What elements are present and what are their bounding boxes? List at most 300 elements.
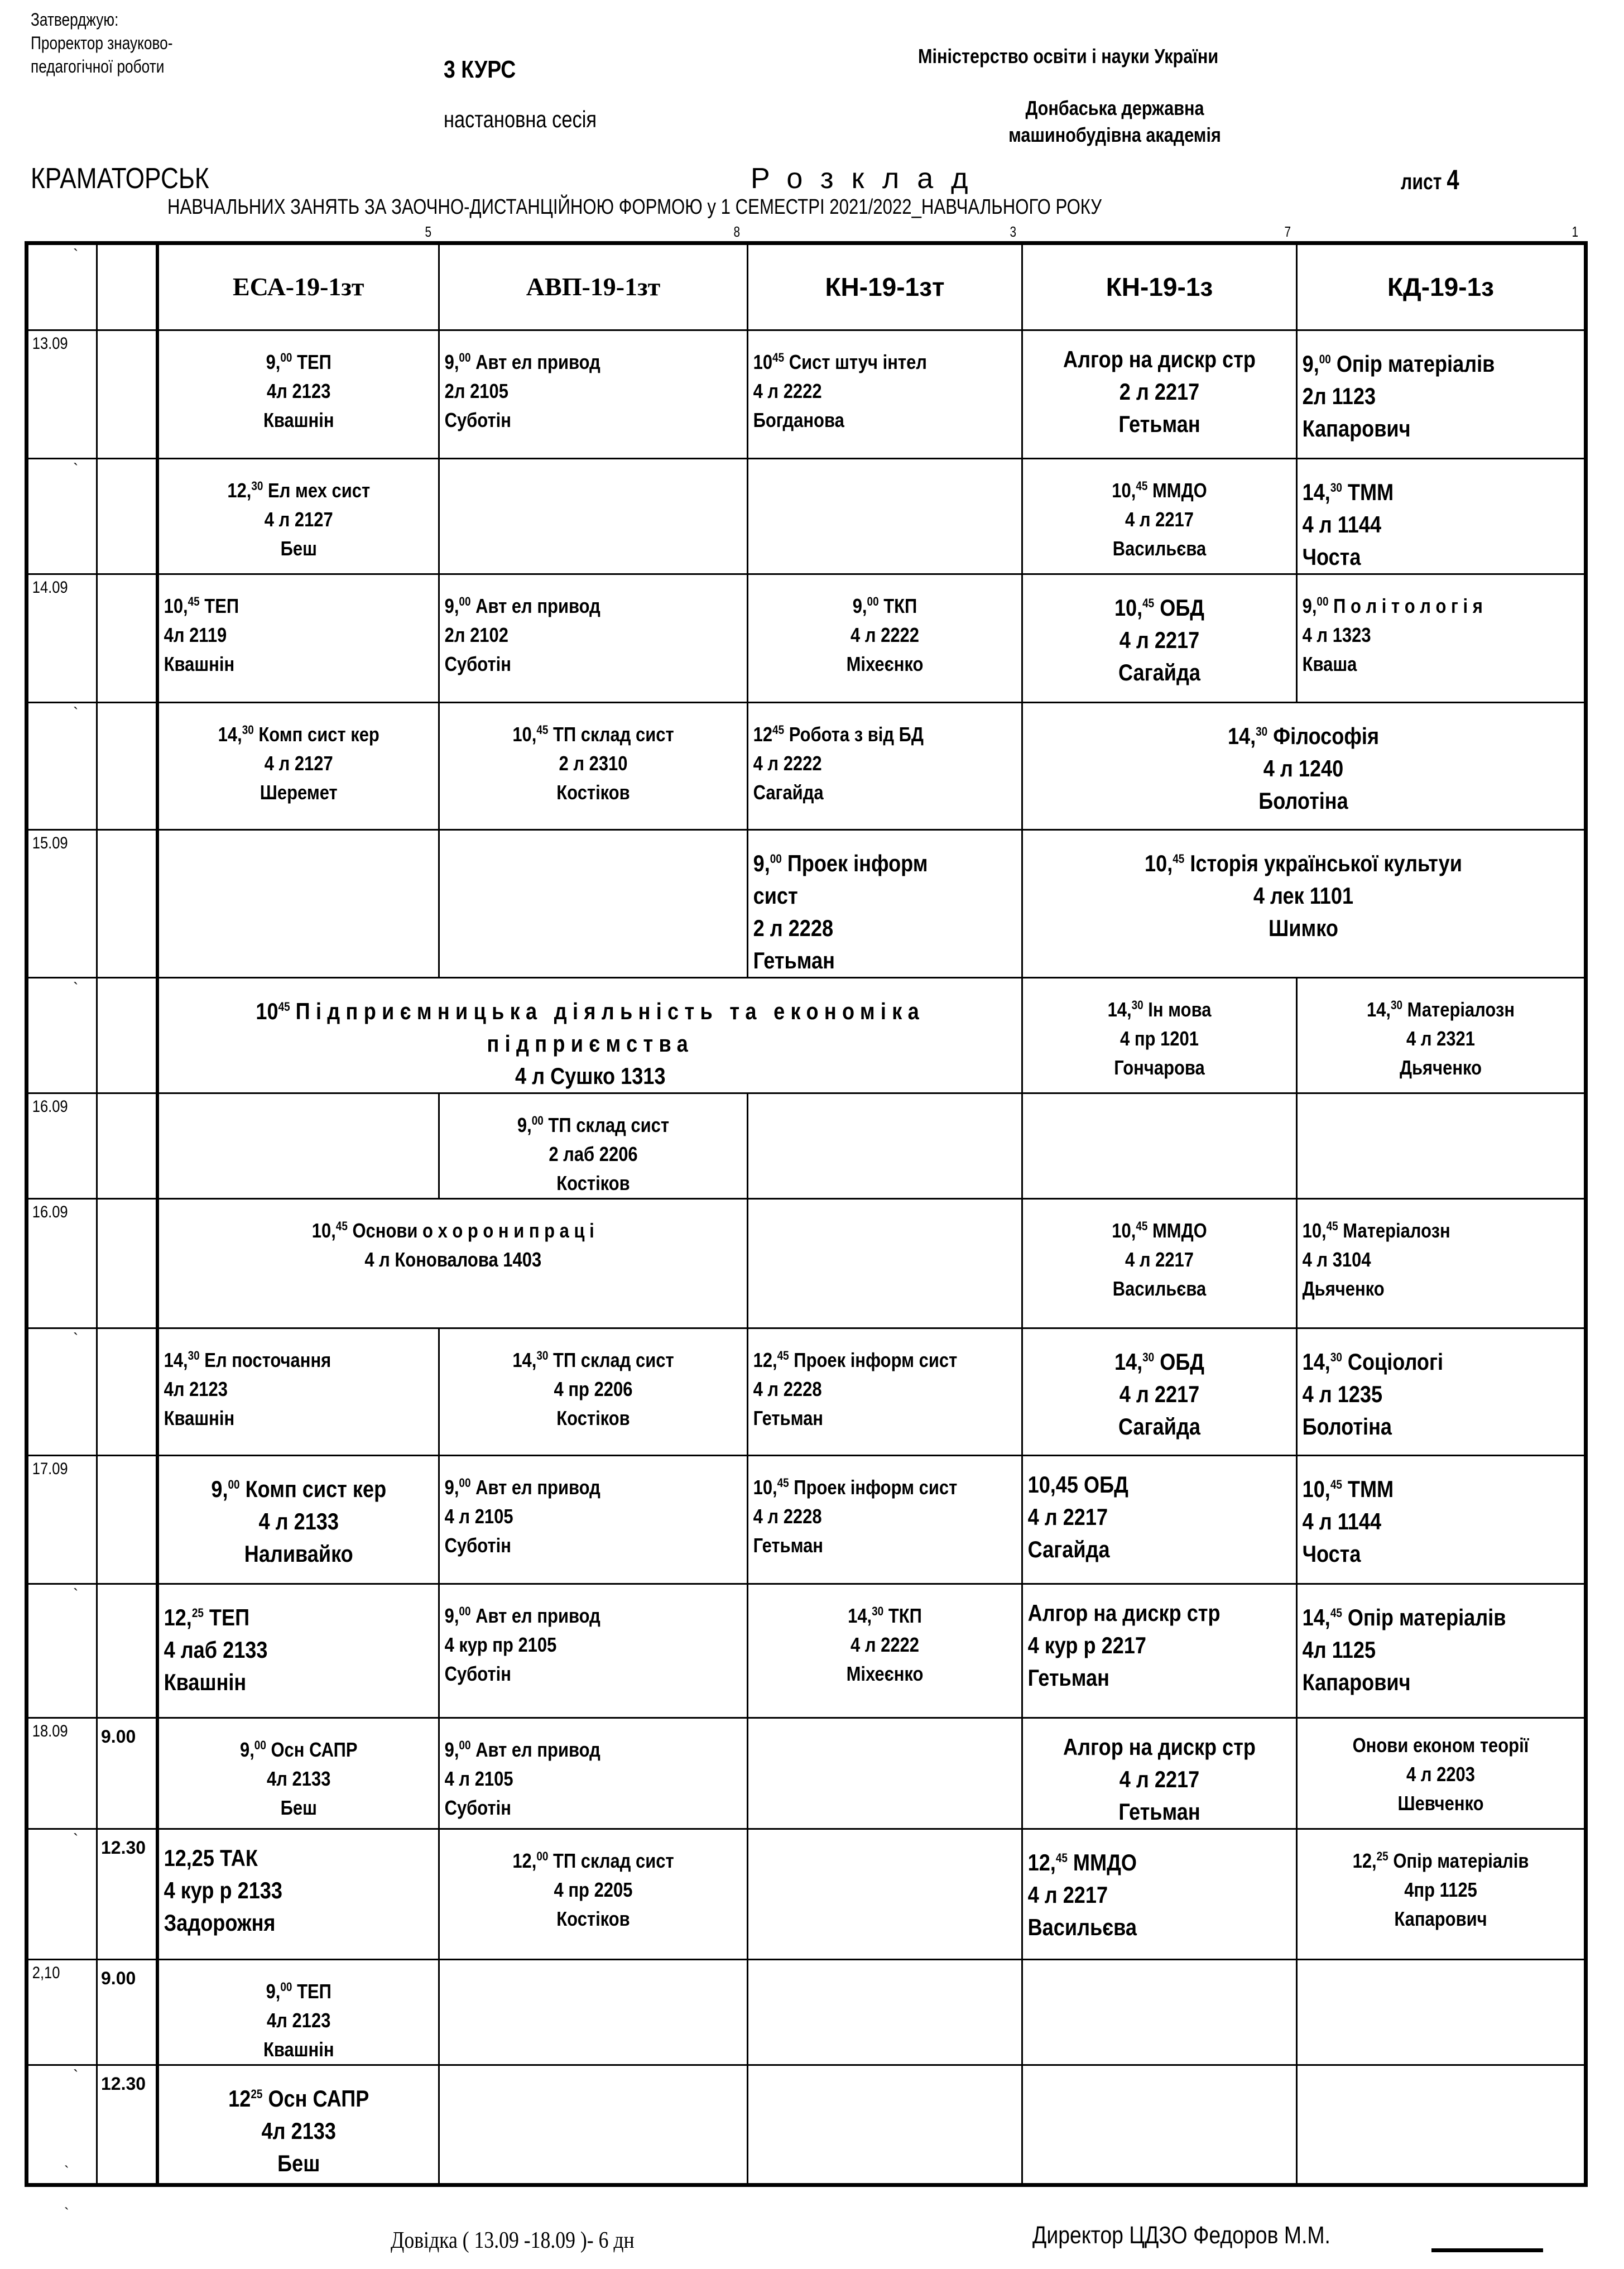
lesson-cell: [1297, 1584, 1586, 1718]
sheet-number: [1401, 164, 1459, 196]
signature-line: [1431, 2248, 1543, 2252]
lesson-start-time: 14,: [1302, 1349, 1330, 1375]
lesson-teacher: [1318, 1905, 1564, 1934]
lesson-subject: [462, 1341, 725, 1375]
approval-line: педагогічної роботи: [31, 56, 165, 76]
lesson-text: 4 л 3104: [1302, 1248, 1371, 1271]
lesson-teacher: [1318, 1789, 1564, 1818]
lesson-start-time: 9,: [210, 1476, 228, 1502]
lesson-text: П о л і т о л о г і я: [1333, 594, 1483, 617]
lesson-text: Суботін: [444, 1662, 511, 1685]
lesson-start-time: 9,: [444, 1738, 459, 1761]
lesson-text: ММДО: [1073, 1849, 1137, 1875]
lesson-start-minutes: 25: [250, 2087, 262, 2101]
lesson-cell: [1022, 1718, 1297, 1829]
lesson-text: Опір матеріалів: [1336, 351, 1495, 377]
lesson-entry: [1042, 978, 1277, 1082]
lesson-room: [1042, 505, 1277, 534]
lesson-text: Осн САПР: [267, 2085, 369, 2112]
lesson-subject: [445, 1469, 751, 1502]
lesson-text: 10,45 ОБД: [1027, 1471, 1128, 1498]
lesson-start-minutes: 00: [459, 351, 471, 364]
lesson-room: [753, 749, 1026, 778]
lesson-cell: [157, 574, 439, 703]
lesson-text: 4 пр 1201: [1120, 1027, 1199, 1050]
time-cell: [97, 1456, 157, 1584]
schedule-row: [27, 1718, 1586, 1829]
lesson-room: [1303, 1378, 1588, 1411]
lesson-text: ТКП: [888, 1604, 922, 1627]
lesson-text: Ел посточання: [204, 1349, 331, 1371]
lesson-cell: [439, 1584, 748, 1718]
lesson-subject: [1042, 1731, 1277, 1763]
lesson-cell: [1022, 1328, 1297, 1456]
lesson-entry: [219, 978, 961, 1092]
lesson-cell: [1022, 703, 1586, 830]
lesson-subject: [179, 343, 419, 377]
lesson-start-time: 9,: [444, 351, 459, 373]
lesson-entry: [748, 331, 1025, 435]
lesson-text: 4л 2119: [164, 623, 227, 646]
lesson-start-minutes: 45: [1142, 596, 1155, 610]
lesson-start-minutes: 25: [1376, 1849, 1388, 1863]
lesson-text: Чоста: [1302, 544, 1361, 570]
lesson-text: Філософія: [1273, 723, 1380, 749]
lesson-start-time: 12,: [1027, 1849, 1056, 1875]
lesson-room: [1042, 1378, 1277, 1411]
lesson-cell: [439, 1829, 748, 1960]
lesson-room: [164, 621, 442, 650]
lesson-text: 4 л 2217: [1119, 627, 1200, 653]
lesson-room: [753, 1375, 1026, 1404]
lesson-cell: [748, 1328, 1022, 1456]
lesson-start-minutes: 45: [777, 1349, 789, 1363]
lesson-cell: [1297, 330, 1586, 459]
session-label: настановна сесія: [444, 106, 597, 132]
lesson-teacher: [179, 534, 419, 563]
lesson-text: Квашнін: [164, 1407, 234, 1429]
lesson-start-minutes: 45: [772, 351, 785, 364]
lesson-room: [1303, 1634, 1588, 1666]
schedule-row: [27, 1960, 1586, 2065]
lesson-text: ТЕП: [296, 1980, 331, 2003]
lesson-entry: [200, 1200, 705, 1274]
lesson-start-time: 10: [255, 998, 278, 1024]
lesson-start-minutes: 45: [1330, 1606, 1342, 1620]
lesson-entry: [1062, 831, 1544, 944]
lesson-entry: [440, 331, 751, 435]
lesson-subject: [445, 587, 751, 621]
lesson-text: 2л 1123: [1302, 383, 1376, 409]
lesson-room: [179, 505, 419, 534]
lesson-cell: [439, 1456, 748, 1584]
lesson-text: 4 л 2217: [1125, 508, 1194, 531]
lesson-room: [1303, 1245, 1588, 1274]
date-cell: `: [27, 1328, 97, 1456]
lesson-text: Сист штуч інтел: [789, 351, 927, 373]
lesson-text: Міхеєнко: [846, 1662, 924, 1685]
lesson-subject: [179, 472, 419, 505]
lesson-teacher: [462, 1169, 725, 1198]
lesson-teacher: [1303, 412, 1588, 445]
lesson-text: Костіков: [556, 781, 630, 804]
lesson-start-minutes: 30: [1391, 998, 1403, 1012]
lesson-cell: [157, 1584, 439, 1718]
approval-block: [31, 8, 172, 78]
lesson-entry: [462, 1094, 725, 1198]
lesson-text: ТЕП: [209, 1604, 249, 1630]
lesson-teacher: [179, 778, 419, 807]
lesson-cell: [1297, 1199, 1586, 1328]
schedule-row: [27, 1584, 1586, 1718]
lesson-text: Авт ел привод: [475, 1604, 600, 1627]
lesson-text: Васильєва: [1112, 537, 1207, 560]
approval-line: Затверджую:: [31, 9, 119, 30]
lesson-cell: [157, 2065, 439, 2185]
lesson-entry: [1298, 1456, 1588, 1570]
lesson-start-time: 10,: [753, 1476, 777, 1499]
lesson-subject: [1042, 343, 1277, 376]
lesson-teacher: [462, 1905, 725, 1934]
lesson-text: 4 л 2127: [264, 508, 333, 531]
lesson-text: Опір матеріалів: [1347, 1604, 1506, 1630]
schedule-row: [27, 574, 1586, 703]
lesson-teacher: [1042, 1411, 1277, 1443]
lesson-subject: [445, 343, 751, 377]
lesson-text: Сагайда: [753, 781, 824, 804]
lesson-room: [179, 2115, 419, 2147]
lesson-cell: [1297, 1328, 1586, 1456]
lesson-cell: [1022, 1584, 1297, 1718]
lesson-room: [1028, 1501, 1300, 1533]
lesson-entry: [440, 1456, 751, 1560]
lesson-start-minutes: 30: [1330, 1350, 1342, 1364]
lesson-subject: [164, 1842, 442, 1874]
lesson-entry: [462, 1329, 725, 1433]
lesson-start-time: 12,: [227, 479, 251, 502]
lesson-subject: [164, 587, 442, 621]
lesson-text: 4л 2133: [261, 2118, 336, 2144]
lesson-text: 4 л 2105: [444, 1767, 513, 1790]
lesson-text: Суботін: [444, 1534, 511, 1557]
lesson-cell: [1022, 978, 1297, 1093]
lesson-text: Дьяченко: [1302, 1277, 1385, 1300]
lesson-cell: [439, 703, 748, 830]
lesson-text: 4 л 2217: [1119, 1766, 1200, 1792]
lesson-start-minutes: 30: [1256, 725, 1268, 738]
lesson-start-time: 9,: [266, 351, 280, 373]
sheet-label: лист: [1401, 170, 1442, 194]
schedule-row: [27, 978, 1586, 1093]
lesson-start-minutes: 00: [1319, 352, 1331, 366]
lesson-text: Костіков: [556, 1907, 630, 1930]
lesson-entry: [1318, 1719, 1564, 1818]
lesson-start-minutes: 45: [536, 723, 549, 737]
lesson-teacher: [1042, 1796, 1277, 1828]
lesson-text: Суботін: [444, 409, 511, 431]
time-cell: [97, 978, 157, 1093]
lesson-room: [219, 1028, 961, 1060]
lesson-start-minutes: 00: [280, 1980, 292, 1994]
lesson-text: Кваша: [1302, 653, 1357, 675]
lesson-start-time: 10,: [1145, 850, 1173, 876]
time-cell: [97, 703, 157, 830]
lesson-start-time: 10: [753, 351, 773, 373]
lesson-cell: [157, 1199, 748, 1328]
lesson-entry: [1042, 459, 1277, 563]
lesson-room: [445, 377, 751, 406]
lesson-teacher: [445, 650, 751, 679]
lesson-subject: [200, 1212, 705, 1245]
lesson-subject: [1303, 343, 1588, 380]
lesson-subject: [1303, 587, 1588, 621]
lesson-cell: [1022, 574, 1297, 703]
lesson-entry: [1298, 459, 1588, 573]
lesson-text: 4 л 1144: [1302, 511, 1382, 538]
lesson-entry: [159, 575, 443, 679]
lesson-start-time: 14,: [1366, 998, 1391, 1021]
time-cell: [97, 830, 157, 978]
lesson-subject: [1028, 1597, 1300, 1629]
lesson-text: Гетьман: [1027, 1664, 1109, 1691]
lesson-text: Робота з від БД: [789, 723, 924, 746]
lesson-subject: [445, 1731, 751, 1764]
schedule-row: [27, 830, 1586, 978]
lesson-teacher: [1042, 1274, 1277, 1303]
lesson-subject: [1042, 1341, 1277, 1378]
lesson-text: ТП склад сист: [553, 1849, 674, 1872]
lesson-start-minutes: 30: [251, 479, 263, 493]
date-cell: 2,10: [27, 1960, 87, 2065]
lesson-room: [1318, 1024, 1564, 1053]
lesson-text: Підприємницька діяльність та економіка: [295, 998, 925, 1024]
lesson-subject: [179, 716, 419, 749]
lesson-room: [462, 749, 725, 778]
lesson-text: Капарович: [1302, 415, 1411, 442]
lesson-entry: [179, 331, 419, 435]
lesson-text: 4 л 1240: [1263, 755, 1344, 781]
lesson-text: 2 л 2310: [559, 752, 628, 775]
lesson-text: Історія української культуи: [1190, 850, 1462, 876]
lesson-teacher: [753, 1404, 1026, 1433]
lesson-cell: [748, 2065, 1022, 2185]
lesson-teacher: [1303, 1666, 1588, 1699]
lesson-text: Ел мех сист: [267, 479, 370, 502]
lesson-text: Ін мова: [1148, 998, 1212, 1021]
lesson-text: Васильєва: [1027, 1914, 1137, 1940]
schedule-row: [27, 1199, 1586, 1328]
lesson-text: Капарович: [1394, 1907, 1487, 1930]
time-cell: 9.00: [97, 1960, 157, 2065]
lesson-start-minutes: 45: [188, 594, 200, 608]
lesson-teacher: [164, 1404, 442, 1433]
lesson-text: Квашнін: [263, 2038, 334, 2061]
lesson-entry: [1042, 331, 1277, 440]
lesson-text: 4л 1125: [1302, 1637, 1376, 1663]
lesson-text: Авт ел привод: [475, 1738, 600, 1761]
lesson-teacher: [1042, 656, 1277, 689]
lesson-subject: [1062, 843, 1544, 880]
lesson-entry: [462, 1830, 725, 1934]
lesson-start-time: 10,: [1112, 479, 1136, 502]
lesson-subject: [1303, 1341, 1588, 1378]
lesson-text: сист: [753, 882, 798, 909]
lesson-cell: [1022, 2065, 1297, 2185]
lesson-cell: [748, 574, 1022, 703]
lesson-room: [1028, 1879, 1300, 1911]
lesson-text: 4 кур р 2133: [164, 1877, 282, 1903]
city-label: КРАМАТОРСЬК: [31, 162, 209, 195]
lesson-start-time: 12,: [753, 1349, 777, 1371]
lesson-cell: [157, 1960, 439, 2065]
lesson-text: Болотіна: [1258, 788, 1348, 814]
lesson-entry: [1298, 1585, 1588, 1699]
lesson-start-minutes: 30: [1330, 481, 1342, 495]
lesson-cell: [748, 830, 1022, 978]
lesson-teacher: [753, 406, 1026, 435]
lesson-subject: [1042, 472, 1277, 505]
lesson-cell: [1297, 574, 1586, 703]
lesson-cell: [1297, 1960, 1586, 2065]
schedule-row: [27, 330, 1586, 459]
lesson-cell: [157, 830, 439, 978]
schedule-row: [27, 459, 1586, 574]
lesson-cell: [157, 1093, 439, 1199]
lesson-start-time: 14,: [1107, 998, 1132, 1021]
lesson-start-minutes: 45: [1136, 1219, 1148, 1233]
document-title: Розклад: [751, 162, 986, 195]
lesson-text: ММДО: [1152, 1219, 1207, 1242]
lesson-entry: [440, 1719, 751, 1822]
lesson-teacher: [179, 2147, 419, 2180]
lesson-entry: [1318, 1830, 1564, 1934]
lesson-room: [164, 1375, 442, 1404]
reference-note: Довідка ( 13.09 -18.09 )- 6 дн: [391, 2228, 635, 2253]
column-number: 1: [1572, 223, 1579, 240]
date-cell: 13.09: [27, 330, 87, 459]
lesson-entry: [179, 1960, 419, 2064]
lesson-cell: [748, 1584, 1022, 1718]
lesson-text: Богданова: [753, 409, 844, 431]
lesson-text: ТП склад сист: [548, 1114, 670, 1136]
lesson-room: [1028, 1629, 1300, 1662]
lesson-text: Костіков: [556, 1172, 630, 1195]
lesson-room: [462, 1140, 725, 1169]
lesson-cell: [748, 330, 1022, 459]
lesson-text: Задорожня: [164, 1910, 275, 1936]
lesson-text: Шимко: [1269, 915, 1338, 941]
lesson-text: Осн САПР: [270, 1738, 358, 1761]
lesson-start-minutes: 00: [867, 594, 879, 608]
lesson-room: [1042, 1763, 1277, 1796]
lesson-text: 4 л 2127: [264, 752, 333, 775]
lesson-text: Матеріалозн: [1407, 998, 1515, 1021]
date-cell: `: [27, 703, 97, 830]
lesson-text: Авт ел привод: [475, 594, 600, 617]
lesson-cell: [439, 1718, 748, 1829]
lesson-entry: [1298, 331, 1588, 445]
lesson-text: Алгор на дискр стр: [1063, 346, 1256, 372]
director-signature: Директор ЦДЗО Федоров М.М.: [1032, 2222, 1330, 2249]
lesson-start-minutes: 45: [1326, 1219, 1338, 1233]
lesson-start-time: 12: [753, 723, 773, 746]
lesson-start-time: 9,: [444, 1604, 459, 1627]
document-subtitle: НАВЧАЛЬНИХ ЗАНЯТЬ ЗА ЗАОЧНО-ДИСТАНЦІЙНОЮ ФОРМОЮ у 1 СЕМЕСТРІ 2021/2022_НАВЧАЛЬНОГО РОКУ: [167, 195, 1102, 219]
lesson-teacher: [219, 1060, 961, 1092]
lesson-text: 4 л 2217: [1119, 1381, 1200, 1407]
lesson-start-minutes: 45: [1055, 1851, 1068, 1865]
lesson-subject: [1028, 1469, 1300, 1501]
lesson-teacher: [445, 406, 751, 435]
lesson-text: Сагайда: [1118, 659, 1200, 685]
lesson-cell: [439, 830, 748, 978]
lesson-subject: [1303, 1212, 1588, 1245]
lesson-text: Наливайко: [244, 1541, 353, 1567]
lesson-room: [445, 1502, 751, 1531]
time-cell: [97, 1199, 157, 1328]
lesson-text: 4 л 1235: [1302, 1381, 1383, 1407]
lesson-entry: [1023, 1585, 1300, 1694]
lesson-room: [164, 1634, 442, 1666]
lesson-text: Гетьман: [753, 1534, 823, 1557]
lesson-start-minutes: 45: [1173, 852, 1185, 866]
lesson-teacher: [445, 1659, 751, 1688]
schedule-row: [27, 2065, 1586, 2185]
stray-mark: `: [64, 2163, 69, 2180]
lesson-entry: [1042, 1719, 1277, 1828]
lesson-text: Гетьман: [753, 947, 835, 973]
lesson-room: [767, 1630, 1002, 1659]
column-number: 8: [733, 223, 741, 240]
lesson-subject: [753, 1341, 1026, 1375]
lesson-text: Соціологі: [1347, 1349, 1444, 1375]
lesson-text: підприємства: [487, 1030, 694, 1057]
lesson-room: [164, 1874, 442, 1907]
lesson-text: Матеріалозн: [1343, 1219, 1450, 1242]
lesson-text: 4 л 2105: [444, 1505, 513, 1528]
time-cell: 9.00: [97, 1718, 157, 1829]
lesson-start-minutes: 00: [459, 1604, 471, 1618]
lesson-room: [445, 1764, 751, 1793]
lesson-teacher: [1303, 1538, 1588, 1570]
lesson-room: [753, 880, 1026, 912]
lesson-start-time: 9,: [517, 1114, 532, 1136]
lesson-room: [179, 377, 419, 406]
lesson-entry: [748, 703, 1025, 807]
lesson-start-minutes: 45: [1136, 479, 1148, 493]
group-header-row: [27, 243, 1586, 330]
date-cell: 16.09: [27, 1093, 87, 1199]
lesson-text: Алгор на дискр стр: [1027, 1600, 1221, 1626]
lesson-text: 4 л 1323: [1302, 623, 1371, 646]
lesson-cell: [1022, 1960, 1297, 2065]
lesson-text: 2 лаб 2206: [549, 1143, 638, 1165]
date-cell: 14.09: [27, 574, 87, 703]
lesson-entry: [1042, 1200, 1277, 1303]
lesson-start-minutes: 45: [335, 1219, 348, 1233]
lesson-text: 4 л 2222: [753, 380, 822, 402]
lesson-teacher: [462, 1404, 725, 1433]
lesson-teacher: [445, 1531, 751, 1560]
lesson-teacher: [753, 778, 1026, 807]
lesson-start-minutes: 00: [536, 1849, 549, 1863]
lesson-start-minutes: 45: [772, 723, 785, 737]
lesson-teacher: [1303, 650, 1588, 679]
lesson-text: 4пр 1125: [1404, 1878, 1477, 1901]
lesson-subject: [1042, 1212, 1277, 1245]
lesson-teacher: [1028, 1533, 1300, 1566]
lesson-text: Болотіна: [1302, 1413, 1392, 1440]
